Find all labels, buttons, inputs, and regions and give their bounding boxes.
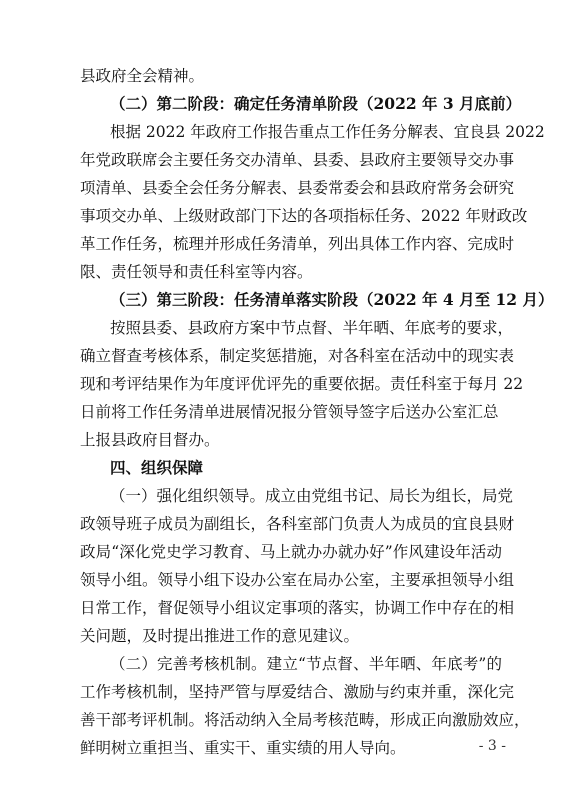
text-line: 政局“深化党史学习教育、马上就办办就办好”作风建设年活动: [80, 543, 502, 561]
text-line: 上报县政府目督办。: [80, 431, 220, 449]
text-line: 限、责任领导和责任科室等内容。: [80, 263, 313, 281]
text-line: 政领导班子成员为副组长，各科室部门负责人为成员的宜良县财: [80, 515, 515, 533]
text-line: 鲜明树立重担当、重实干、重实绩的用人导向。: [80, 739, 406, 757]
text-line: 革工作任务，梳理并形成任务清单，列出具体工作内容、完成时: [80, 235, 515, 253]
text-line: 按照县委、县政府方案中节点督、半年晒、年底考的要求，: [110, 319, 514, 337]
text-line: 年党政联席会主要任务交办清单、县委、县政府主要领导交办事: [80, 151, 515, 169]
text-line: 工作考核机制，坚持严管与厚爱结合、激励与约束并重，深化完: [80, 683, 515, 701]
text-line: 日常工作，督促领导小组议定事项的落实，协调工作中存在的相: [80, 599, 515, 617]
section-heading: （二）第二阶段：确定任务清单阶段（2022 年 3 月底前）: [110, 94, 522, 113]
text-line: 日前将工作任务清单进展情况报分管领导签字后送办公室汇总: [80, 403, 499, 421]
text-line: 根据 2022 年政府工作报告重点工作任务分解表、宜良县 2022: [110, 123, 545, 141]
page-number: - 3 -: [478, 738, 506, 754]
text-line: 确立督查考核体系，制定奖惩措施，对各科室在活动中的现实表: [80, 347, 515, 365]
text-line: 县政府全会精神。: [80, 67, 205, 85]
text-line: 项清单、县委全会任务分解表、县委常委会和县政府常务会研究: [80, 179, 515, 197]
text-line: 事项交办单、上级财政部门下达的各项指标任务、2022 年财政改: [80, 207, 528, 225]
text-line: 领导小组。领导小组下设办公室在局办公室，主要承担领导小组: [80, 571, 515, 589]
text-line: （二）完善考核机制。建立“节点督、半年晒、年底考”的: [110, 655, 502, 673]
text-line: 现和考评结果作为年度评优评先的重要依据。责任科室于每月 22: [80, 375, 524, 393]
text-line: 善干部考评机制。将活动纳入全局考核范畴，形成正向激励效应，: [80, 711, 530, 729]
section-heading: （三）第三阶段：任务清单落实阶段（2022 年 4 月至 12 月）: [110, 290, 554, 309]
text-line: 关问题，及时提出推进工作的意见建议。: [80, 627, 360, 645]
text-line: （一）强化组织领导。成立由党组书记、局长为组长，局党: [110, 487, 514, 505]
chapter-heading: 四、组织保障: [110, 458, 204, 477]
